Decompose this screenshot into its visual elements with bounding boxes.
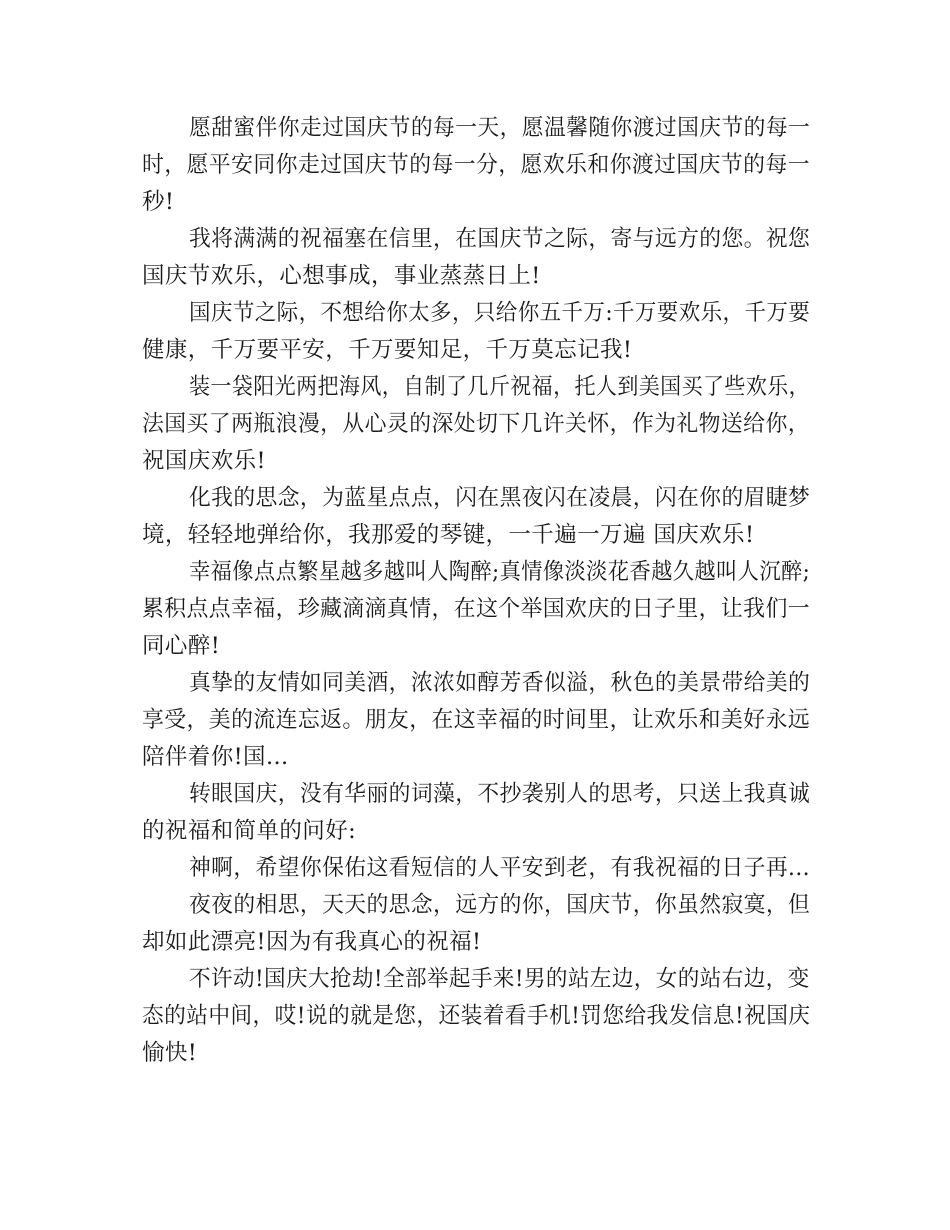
paragraph-line: 幸福像点点繁星越多越叫人陶醉;真情像淡淡花香越久越叫人沉醉; <box>189 559 811 585</box>
paragraph-line: 夜夜的相思，天天的思念，远方的你，国庆节，你虽然寂寞，但 <box>189 892 811 918</box>
paragraph-line: 真挚的友情如同美酒，浓浓如醇芳香似溢，秋色的美景带给美的 <box>189 670 811 696</box>
paragraph-line: 态的站中间，哎!说的就是您，还装着看手机!罚您给我发信息!祝国庆 <box>142 1003 811 1029</box>
paragraph-line: 的祝福和简单的问好: <box>142 818 357 844</box>
paragraph-line: 祝国庆欢乐! <box>142 448 266 474</box>
paragraph-line: 神啊，希望你保佑这看短信的人平安到老，有我祝福的日子再... <box>189 855 810 881</box>
paragraph-line: 累积点点幸福，珍藏滴滴真情，在这个举国欢庆的日子里，让我们一 <box>142 596 810 622</box>
paragraph-line: 装一袋阳光两把海风，自制了几斤祝福，托人到美国买了些欢乐， <box>189 374 811 400</box>
paragraph-line: 法国买了两瓶浪漫，从心灵的深处切下几许关怀，作为礼物送给你， <box>142 411 810 437</box>
paragraph-line: 同心醉! <box>142 633 221 659</box>
paragraph-line: 却如此漂亮!因为有我真心的祝福! <box>142 929 482 955</box>
paragraph-line: 陪伴着你!国... <box>142 744 289 770</box>
paragraph-line: 秒! <box>142 189 175 215</box>
paragraph-line: 不许动!国庆大抢劫!全部举起手来!男的站左边，女的站右边，变 <box>189 966 810 992</box>
paragraph-line: 国庆节之际，不想给你太多，只给你五千万:千万要欢乐，千万要 <box>189 300 811 326</box>
paragraph-line: 国庆节欢乐，心想事成，事业蒸蒸日上! <box>142 263 541 289</box>
paragraph-line: 转眼国庆，没有华丽的词藻，不抄袭别人的思考，只送上我真诚 <box>189 781 811 807</box>
paragraph-line: 境，轻轻地弹给你，我那爱的琴键，一千遍一万遍 国庆欢乐! <box>142 522 755 548</box>
paragraph-line: 化我的思念，为蓝星点点，闪在黑夜闪在凌晨，闪在你的眉睫梦 <box>189 485 811 511</box>
paragraph-line: 我将满满的祝福塞在信里，在国庆节之际，寄与远方的您。祝您 <box>189 226 811 252</box>
paragraph-line: 享受，美的流连忘返。朋友，在这幸福的时间里，让欢乐和美好永远 <box>142 707 810 733</box>
paragraph-line: 愉快! <box>142 1040 198 1066</box>
paragraph-line: 愿甜蜜伴你走过国庆节的每一天，愿温馨随你渡过国庆节的每一 <box>189 115 811 141</box>
paragraph-line: 健康，千万要平安，千万要知足，千万莫忘记我! <box>142 337 633 363</box>
paragraph-line: 时，愿平安同你走过国庆节的每一分，愿欢乐和你渡过国庆节的每一 <box>142 152 810 178</box>
